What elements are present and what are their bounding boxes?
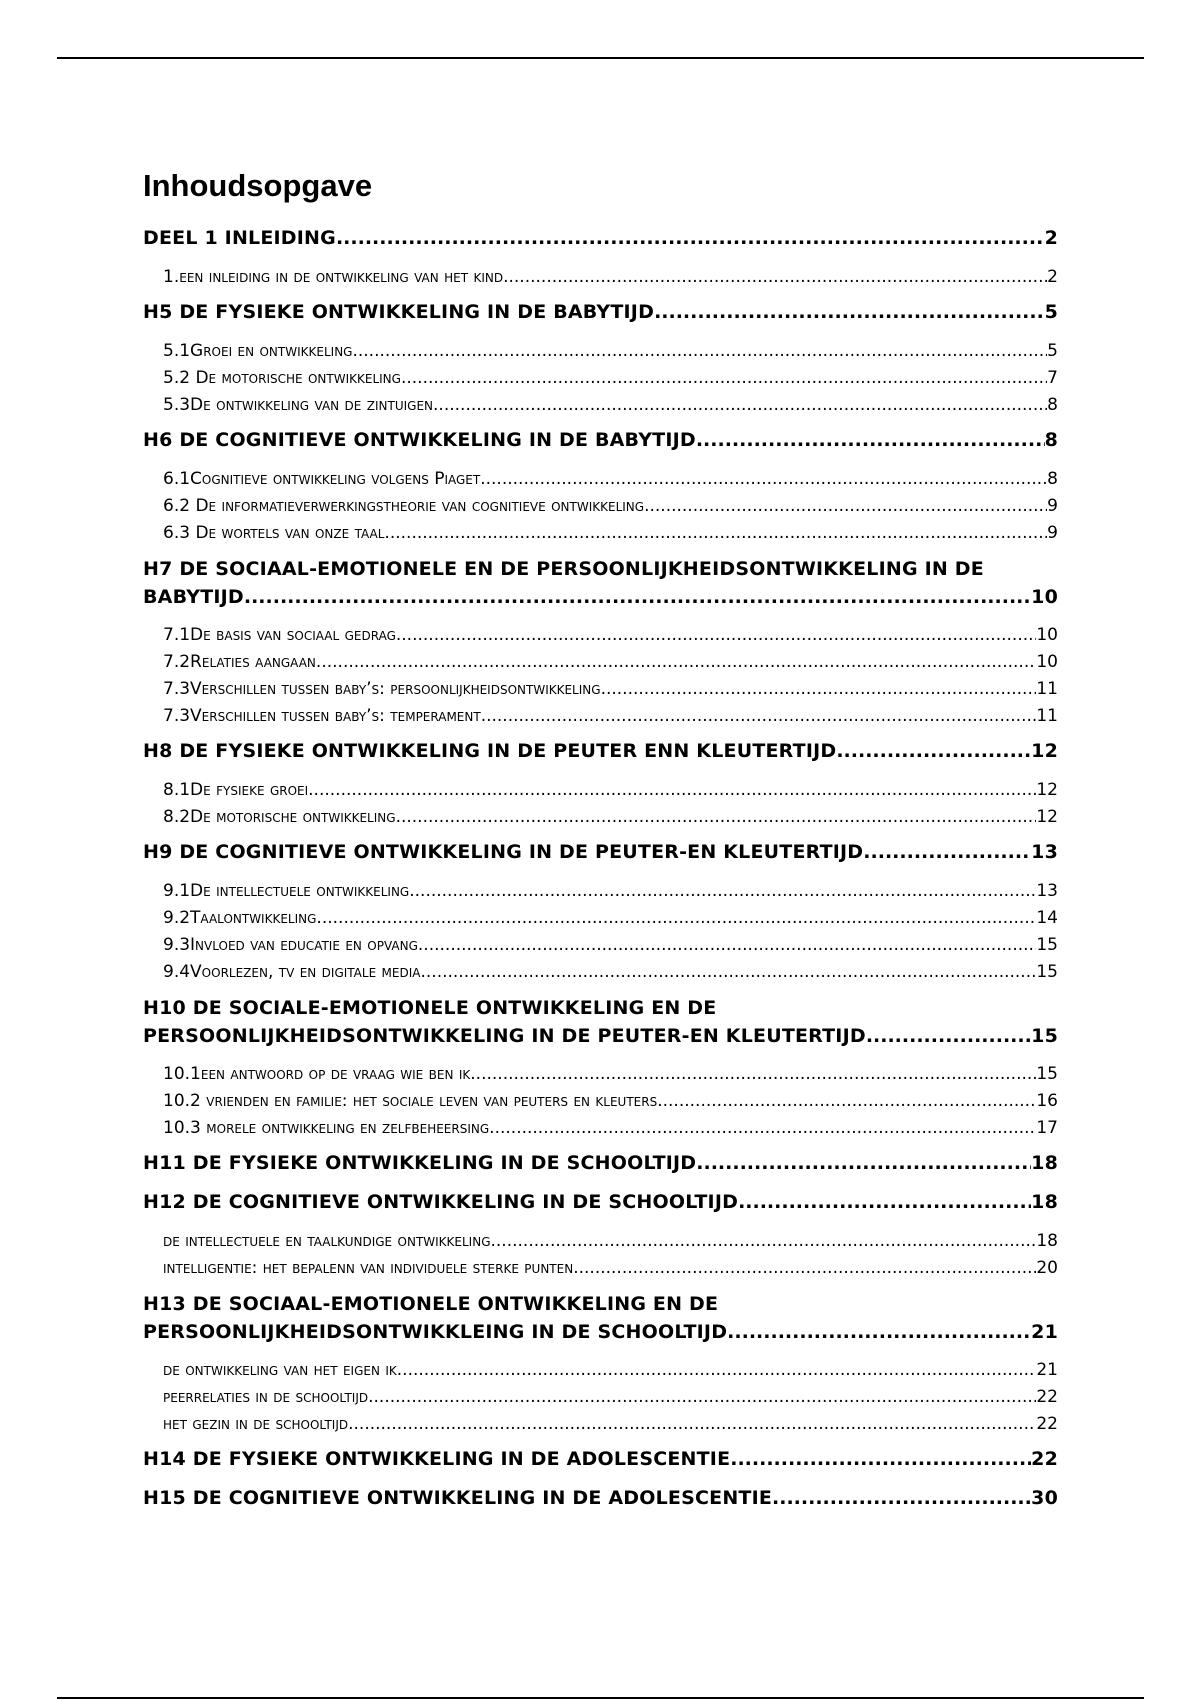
toc-entry-label: H9 DE COGNITIEVE ONTWIKKELING IN DE PEUTER-EN KLEUTERTIJD bbox=[143, 841, 864, 863]
toc-chapter-entry[interactable] bbox=[143, 839, 1058, 866]
footer-rule bbox=[57, 1697, 1144, 1699]
toc-dot-leader bbox=[738, 1189, 1031, 1216]
toc-entry-label bbox=[163, 905, 316, 932]
toc-section-number: 7.1 bbox=[163, 625, 191, 645]
toc-entry-label bbox=[163, 959, 420, 986]
toc-entry-label: H12 DE COGNITIEVE ONTWIKKELING IN DE SCHOOLTIJD bbox=[143, 1191, 739, 1213]
toc-entry-label bbox=[163, 520, 384, 547]
toc-dot-leader bbox=[244, 583, 1031, 611]
toc-page-number: 8 bbox=[1044, 429, 1058, 451]
toc-dot-leader bbox=[396, 622, 1036, 649]
toc-dot-leader bbox=[503, 264, 1047, 291]
toc-entry-label bbox=[163, 1115, 489, 1142]
toc-dot-leader bbox=[657, 1088, 1036, 1115]
toc-dot-leader bbox=[654, 299, 1045, 326]
toc-page-number: 2 bbox=[1047, 267, 1058, 287]
toc-dot-leader bbox=[481, 703, 1037, 730]
toc-dot-leader bbox=[401, 365, 1047, 392]
toc-entry-label: PERSOONLIJKHEIDSONTWIKKELING IN DE PEUTER-EN KLEUTERTIJD bbox=[143, 1025, 866, 1047]
toc-section-title: De fysieke groei bbox=[190, 780, 309, 800]
toc-page-number: 10 bbox=[1036, 652, 1058, 672]
toc-dot-leader bbox=[601, 676, 1037, 703]
toc-section-entry[interactable] bbox=[143, 1061, 1058, 1088]
toc-dot-leader bbox=[352, 338, 1047, 365]
toc-entry-label: H11 DE FYSIEKE ONTWIKKELING IN DE SCHOOLTIJD bbox=[143, 1152, 697, 1174]
toc-dot-leader bbox=[491, 1228, 1037, 1255]
toc-page-number: 13 bbox=[1036, 881, 1058, 901]
toc-entry-label bbox=[163, 264, 503, 291]
toc-entry-label bbox=[163, 676, 601, 703]
toc-entry-label bbox=[163, 493, 644, 520]
toc-section-title: Relaties aangaan bbox=[190, 652, 316, 672]
toc-section-title: peerrelaties in de schooltijd bbox=[163, 1387, 369, 1407]
toc-page-number: 12 bbox=[1036, 780, 1058, 800]
toc-section-number: 9.4 bbox=[163, 962, 191, 982]
toc-section-title: De motorische ontwikkeling bbox=[195, 368, 401, 388]
toc-page-number: 18 bbox=[1036, 1231, 1058, 1251]
toc-dot-leader bbox=[696, 427, 1045, 454]
toc-section-entry[interactable] bbox=[143, 878, 1058, 905]
toc-page-number: 9 bbox=[1047, 523, 1058, 543]
toc-section-number: 10.2 bbox=[163, 1091, 207, 1111]
toc-section-title: Verschillen tussen baby’s: persoonlijkheidsontwikkeling bbox=[190, 679, 601, 699]
toc-entry-label bbox=[163, 392, 433, 419]
toc-section-title: De informatieverwerkingstheorie van cognitieve ontwikkeling bbox=[195, 496, 645, 516]
toc-dot-leader bbox=[420, 959, 1036, 986]
toc-section-title: Invloed van educatie en opvang bbox=[190, 935, 418, 955]
toc-page-number: 22 bbox=[1031, 1448, 1058, 1470]
toc-section-title: Voorlezen, tv en digitale media bbox=[190, 962, 421, 982]
toc-section-title: een inleiding in de ontwikkeling van het kind bbox=[179, 267, 504, 287]
toc-section-entry[interactable] bbox=[143, 959, 1058, 986]
toc-dot-leader bbox=[863, 839, 1031, 866]
toc-page-number: 15 bbox=[1031, 1025, 1058, 1047]
toc-section-number: 8.1 bbox=[163, 780, 191, 800]
toc-section-number: 10.3 bbox=[163, 1118, 207, 1138]
toc-page-number: 22 bbox=[1036, 1414, 1058, 1434]
toc-dot-leader bbox=[409, 878, 1036, 905]
toc-entry-label bbox=[163, 622, 396, 649]
toc-page-number: 18 bbox=[1031, 1191, 1058, 1213]
toc-page-number: 11 bbox=[1036, 706, 1058, 726]
toc-section-title: morele ontwikkeling en zelfbeheersing bbox=[206, 1118, 490, 1138]
toc-entry-label: DEEL 1 INLEIDING bbox=[143, 227, 336, 249]
toc-page-number: 18 bbox=[1031, 1152, 1058, 1174]
toc-dot-leader bbox=[696, 1150, 1031, 1177]
toc-section-entry[interactable] bbox=[143, 365, 1058, 392]
toc-section-entry[interactable] bbox=[143, 1088, 1058, 1115]
toc-dot-leader bbox=[418, 932, 1036, 959]
toc-dot-leader bbox=[730, 1446, 1031, 1473]
toc-section-title: Verschillen tussen baby’s: temperament bbox=[190, 706, 481, 726]
toc-dot-leader bbox=[433, 392, 1047, 419]
toc-page-number: 12 bbox=[1031, 740, 1058, 762]
toc-dot-leader bbox=[336, 225, 1045, 252]
toc-entry-label bbox=[163, 1228, 491, 1255]
toc-chapter-entry[interactable] bbox=[143, 1446, 1058, 1473]
toc-dot-leader bbox=[348, 1411, 1036, 1438]
toc-section-number: 6.1 bbox=[163, 469, 191, 489]
toc-entry-label: PERSOONLIJKHEIDSONTWIKKLEING IN DE SCHOOLTIJD bbox=[143, 1321, 728, 1343]
toc-page-number: 16 bbox=[1036, 1091, 1058, 1111]
toc-section-number: 7.3 bbox=[163, 679, 191, 699]
toc-section-entry[interactable] bbox=[143, 1115, 1058, 1142]
toc-section-title: het gezin in de schooltijd bbox=[163, 1414, 349, 1434]
toc-page-number: 11 bbox=[1036, 679, 1058, 699]
toc-page-number: 5 bbox=[1047, 341, 1058, 361]
toc-page-number: 17 bbox=[1036, 1118, 1058, 1138]
toc-page-number: 30 bbox=[1031, 1487, 1058, 1509]
toc-dot-leader bbox=[470, 1061, 1036, 1088]
toc-page-number: 15 bbox=[1036, 1064, 1058, 1084]
toc-section-title: intelligentie: het bepalenn van individuele sterke punten bbox=[163, 1258, 574, 1278]
toc-section-number: 5.3 bbox=[163, 395, 191, 415]
toc-section-entry[interactable] bbox=[143, 905, 1058, 932]
toc-dot-leader bbox=[573, 1255, 1036, 1282]
toc-chapter-title-line: H7 DE SOCIAAL-EMOTIONELE EN DE PERSOONLIJKHEIDSONTWIKKELING IN DE bbox=[143, 558, 984, 580]
toc-section-number: 8.2 bbox=[163, 807, 191, 827]
toc-entry-label bbox=[163, 649, 316, 676]
toc-chapter-entry[interactable] bbox=[143, 1290, 1058, 1346]
toc-entries bbox=[143, 225, 1058, 1512]
toc-chapter-entry[interactable] bbox=[143, 225, 1058, 252]
toc-entry-label bbox=[163, 1411, 348, 1438]
toc-section-number: 6.3 bbox=[163, 523, 196, 543]
toc-entry-label bbox=[163, 1061, 470, 1088]
toc-page-number: 21 bbox=[1036, 1360, 1058, 1380]
toc-entry-label bbox=[163, 804, 396, 831]
toc-page-number: 2 bbox=[1044, 227, 1058, 249]
toc-page-number: 20 bbox=[1036, 1258, 1058, 1278]
toc-section-number: 1. bbox=[163, 267, 180, 287]
toc-section-title: een antwoord op de vraag wie ben ik bbox=[200, 1064, 471, 1084]
toc-entry-label bbox=[163, 932, 418, 959]
toc-entry-label: H6 DE COGNITIEVE ONTWIKKELING IN DE BABYTIJD bbox=[143, 429, 696, 451]
toc-section-entry[interactable] bbox=[143, 676, 1058, 703]
toc-dot-leader bbox=[644, 493, 1047, 520]
toc-dot-leader bbox=[396, 804, 1037, 831]
toc-section-entry[interactable] bbox=[143, 1411, 1058, 1438]
toc-section-entry[interactable] bbox=[143, 392, 1058, 419]
toc-section-entry[interactable] bbox=[143, 1255, 1058, 1282]
toc-section-title: De ontwikkeling van de zintuigen bbox=[190, 395, 434, 415]
toc-dot-leader bbox=[308, 777, 1036, 804]
toc-page-number: 15 bbox=[1036, 935, 1058, 955]
toc-chapter-entry[interactable] bbox=[143, 1150, 1058, 1177]
toc-dot-leader bbox=[489, 1115, 1036, 1142]
toc-section-entry[interactable] bbox=[143, 622, 1058, 649]
toc-section-title: Cognitieve ontwikkeling volgens Piaget bbox=[190, 469, 481, 489]
toc-section-number: 5.1 bbox=[163, 341, 191, 361]
toc-section-number: 7.2 bbox=[163, 652, 191, 672]
toc-page-number: 7 bbox=[1047, 368, 1058, 388]
toc-section-title: Taalontwikkeling bbox=[190, 908, 317, 928]
toc-chapter-entry bbox=[143, 583, 1058, 611]
toc-dot-leader bbox=[368, 1384, 1036, 1411]
toc-chapter-entry[interactable] bbox=[143, 738, 1058, 765]
toc-page-number: 8 bbox=[1047, 395, 1058, 415]
toc-section-number: 10.1 bbox=[163, 1064, 201, 1084]
toc-section-number: 6.2 bbox=[163, 496, 196, 516]
toc-section-entry[interactable] bbox=[143, 1384, 1058, 1411]
toc-page-number: 21 bbox=[1031, 1321, 1058, 1343]
table-of-contents bbox=[143, 165, 1058, 1524]
toc-dot-leader bbox=[316, 905, 1036, 932]
toc-section-title: De intellectuele ontwikkeling bbox=[190, 881, 410, 901]
toc-page-number: 22 bbox=[1036, 1387, 1058, 1407]
toc-chapter-entry[interactable] bbox=[143, 994, 1058, 1050]
toc-entry-label: H5 DE FYSIEKE ONTWIKKELING IN DE BABYTIJD bbox=[143, 301, 655, 323]
toc-page-number: 5 bbox=[1044, 301, 1058, 323]
toc-dot-leader bbox=[866, 1022, 1031, 1050]
toc-entry-label bbox=[163, 703, 481, 730]
toc-section-entry[interactable] bbox=[143, 493, 1058, 520]
toc-entry-label bbox=[163, 466, 480, 493]
toc-section-entry[interactable] bbox=[143, 1357, 1058, 1384]
toc-section-entry[interactable] bbox=[143, 520, 1058, 547]
toc-dot-leader bbox=[836, 738, 1031, 765]
toc-page-number: 13 bbox=[1031, 841, 1058, 863]
toc-chapter-entry[interactable] bbox=[143, 1485, 1058, 1512]
toc-entry-label bbox=[163, 878, 409, 905]
toc-section-number: 9.3 bbox=[163, 935, 191, 955]
toc-entry-label bbox=[163, 777, 308, 804]
toc-entry-label: BABYTIJD bbox=[143, 586, 244, 608]
toc-chapter-entry[interactable] bbox=[143, 299, 1058, 326]
toc-chapter-entry bbox=[143, 1318, 1058, 1346]
toc-section-entry[interactable] bbox=[143, 649, 1058, 676]
toc-section-title: De basis van sociaal gedrag bbox=[190, 625, 396, 645]
toc-chapter-entry[interactable] bbox=[143, 427, 1058, 454]
toc-section-title: vrienden en familie: het sociale leven van peuters en kleuters bbox=[206, 1091, 658, 1111]
toc-chapter-title-line: H13 DE SOCIAAL-EMOTIONELE ONTWIKKELING EN DE bbox=[143, 1293, 719, 1315]
toc-page-number: 12 bbox=[1036, 807, 1058, 827]
toc-section-entry[interactable] bbox=[143, 703, 1058, 730]
toc-section-number: 9.2 bbox=[163, 908, 191, 928]
toc-section-entry[interactable] bbox=[143, 264, 1058, 291]
toc-chapter-title-line: H10 DE SOCIALE-EMOTIONELE ONTWIKKELING EN DE bbox=[143, 997, 717, 1019]
toc-section-entry[interactable] bbox=[143, 1228, 1058, 1255]
toc-page-number: 15 bbox=[1036, 962, 1058, 982]
toc-entry-label bbox=[163, 1255, 573, 1282]
toc-page-number: 9 bbox=[1047, 496, 1058, 516]
toc-section-title: de ontwikkeling van het eigen ik bbox=[163, 1360, 397, 1380]
toc-section-title: de intellectuele en taalkundige ontwikkeling bbox=[163, 1231, 491, 1251]
toc-section-entry[interactable] bbox=[143, 932, 1058, 959]
toc-entry-label: H14 DE FYSIEKE ONTWIKKELING IN DE ADOLESCENTIE bbox=[143, 1448, 731, 1470]
toc-chapter-entry[interactable] bbox=[143, 1189, 1058, 1216]
toc-entry-label bbox=[163, 1357, 397, 1384]
toc-section-entry[interactable] bbox=[143, 466, 1058, 493]
toc-dot-leader bbox=[772, 1485, 1031, 1512]
toc-title: Inhoudsopgave bbox=[143, 168, 373, 203]
toc-section-title: De wortels van onze taal bbox=[195, 523, 385, 543]
toc-section-number: 7.3 bbox=[163, 706, 191, 726]
toc-chapter-entry bbox=[143, 1022, 1058, 1050]
toc-section-title: Groei en ontwikkeling bbox=[190, 341, 353, 361]
header-rule bbox=[57, 57, 1144, 59]
toc-entry-label: H15 DE COGNITIEVE ONTWIKKELING IN DE ADOLESCENTIE bbox=[143, 1487, 773, 1509]
toc-dot-leader bbox=[727, 1318, 1031, 1346]
toc-page-number: 10 bbox=[1036, 625, 1058, 645]
toc-entry-label bbox=[163, 1088, 657, 1115]
toc-dot-leader bbox=[397, 1357, 1037, 1384]
toc-page-number: 14 bbox=[1036, 908, 1058, 928]
toc-section-entry[interactable] bbox=[143, 777, 1058, 804]
toc-entry-label bbox=[163, 338, 352, 365]
toc-section-number: 9.1 bbox=[163, 881, 191, 901]
toc-entry-label: H8 DE FYSIEKE ONTWIKKELING IN DE PEUTER ENN KLEUTERTIJD bbox=[143, 740, 837, 762]
toc-page-number: 8 bbox=[1047, 469, 1058, 489]
toc-section-entry[interactable] bbox=[143, 804, 1058, 831]
toc-entry-label bbox=[163, 365, 401, 392]
toc-section-entry[interactable] bbox=[143, 338, 1058, 365]
toc-page-number: 10 bbox=[1031, 586, 1058, 608]
toc-dot-leader bbox=[384, 520, 1047, 547]
toc-dot-leader bbox=[480, 466, 1047, 493]
toc-dot-leader bbox=[316, 649, 1036, 676]
toc-section-title: De motorische ontwikkeling bbox=[190, 807, 396, 827]
toc-chapter-entry[interactable] bbox=[143, 555, 1058, 611]
toc-entry-label bbox=[163, 1384, 368, 1411]
toc-section-number: 5.2 bbox=[163, 368, 196, 388]
